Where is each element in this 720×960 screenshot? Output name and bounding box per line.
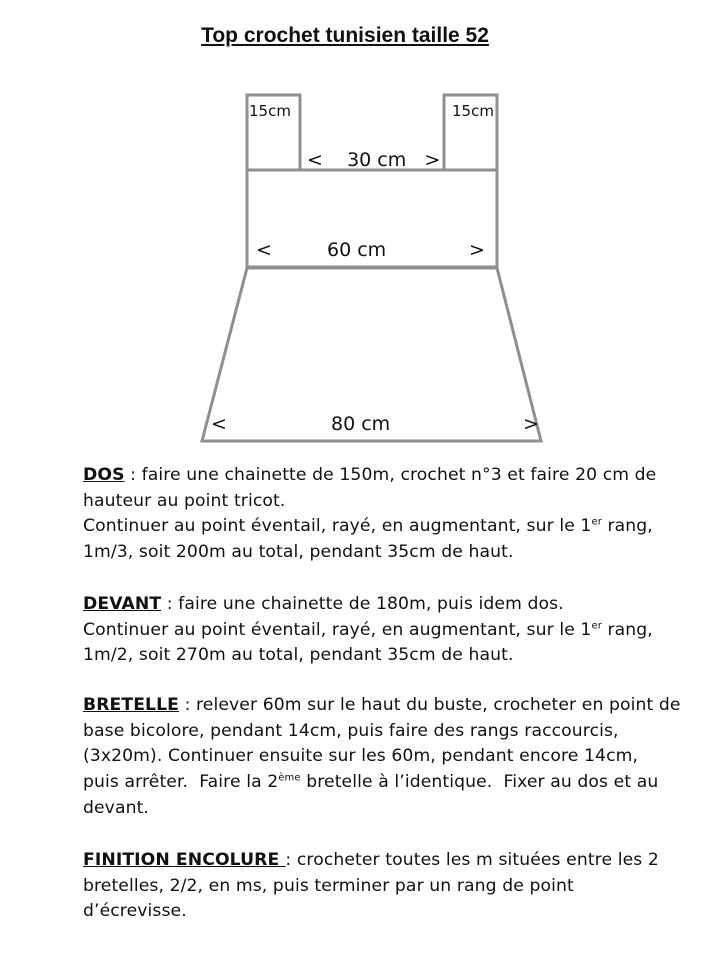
strap-left-label: 15cm — [249, 102, 291, 120]
bretelle-line: : relever 60m sur le haut du buste, crocheter en point de — [179, 695, 681, 715]
section-dos — [83, 463, 683, 566]
devant-line: Continuer au point éventail, rayé, en augmentant, sur le 1 — [83, 619, 592, 640]
finition-line: bretelles, 2/2, en ms, puis terminer par un rang de point — [83, 875, 574, 896]
devant-heading: DEVANT — [83, 594, 162, 614]
finition-heading: FINITION ENCOLURE — [83, 850, 286, 870]
garment-schema — [0, 0, 720, 450]
dos-heading: DOS — [83, 465, 125, 485]
page-title: Top crochet tunisien taille 52 — [201, 24, 489, 47]
section-bretelle — [83, 693, 683, 822]
finition-line: d’écrevisse. — [83, 901, 187, 922]
devant-line: : faire une chainette de 180m, puis idem dos. — [161, 594, 564, 614]
neck-width-label: < 30 cm > — [307, 149, 441, 171]
bretelle-line: (3x20m). Continuer ensuite sur les 60m, pendant encore 14cm, — [83, 746, 639, 767]
bretelle-heading: BRETELLE — [83, 695, 179, 715]
devant-line: 1m/2, soit 270m au total, pendant 35cm de haut. — [83, 645, 514, 666]
bust-gt: > — [469, 239, 485, 261]
bretelle-line: base bicolore, pendant 14cm, puis faire des rangs raccourcis, — [83, 720, 619, 741]
dos-line: hauteur au point tricot. — [83, 490, 286, 511]
devant-line: rang, — [601, 619, 653, 640]
dos-line: 1m/3, soit 200m au total, pendant 35cm de haut. — [83, 542, 514, 563]
section-devant — [83, 592, 683, 669]
bottom-lt: < — [211, 413, 227, 435]
bust-width-label: 60 cm — [327, 239, 387, 261]
bretelle-line: bretelle à l’identique. Fixer au dos et au — [300, 772, 659, 793]
finition-line: : crocheter toutes les m situées entre les 2 — [285, 850, 659, 870]
superscript: er — [591, 619, 602, 631]
section-finition — [83, 848, 683, 925]
superscript: ème — [278, 772, 301, 784]
strap-right-label: 15cm — [452, 102, 494, 120]
bretelle-line: puis arrêter. Faire la 2 — [83, 772, 279, 793]
dos-line: rang, — [601, 516, 653, 537]
bottom-width-label: 80 cm — [331, 413, 391, 435]
dos-line: Continuer au point éventail, rayé, en augmentant, sur le 1 — [83, 516, 592, 537]
bust-lt: < — [256, 239, 272, 261]
bretelle-line: devant. — [83, 797, 149, 818]
superscript: er — [591, 516, 602, 528]
dos-line: : faire une chainette de 150m, crochet n°3 et faire 20 cm de — [124, 465, 657, 485]
bottom-gt: > — [523, 413, 539, 435]
